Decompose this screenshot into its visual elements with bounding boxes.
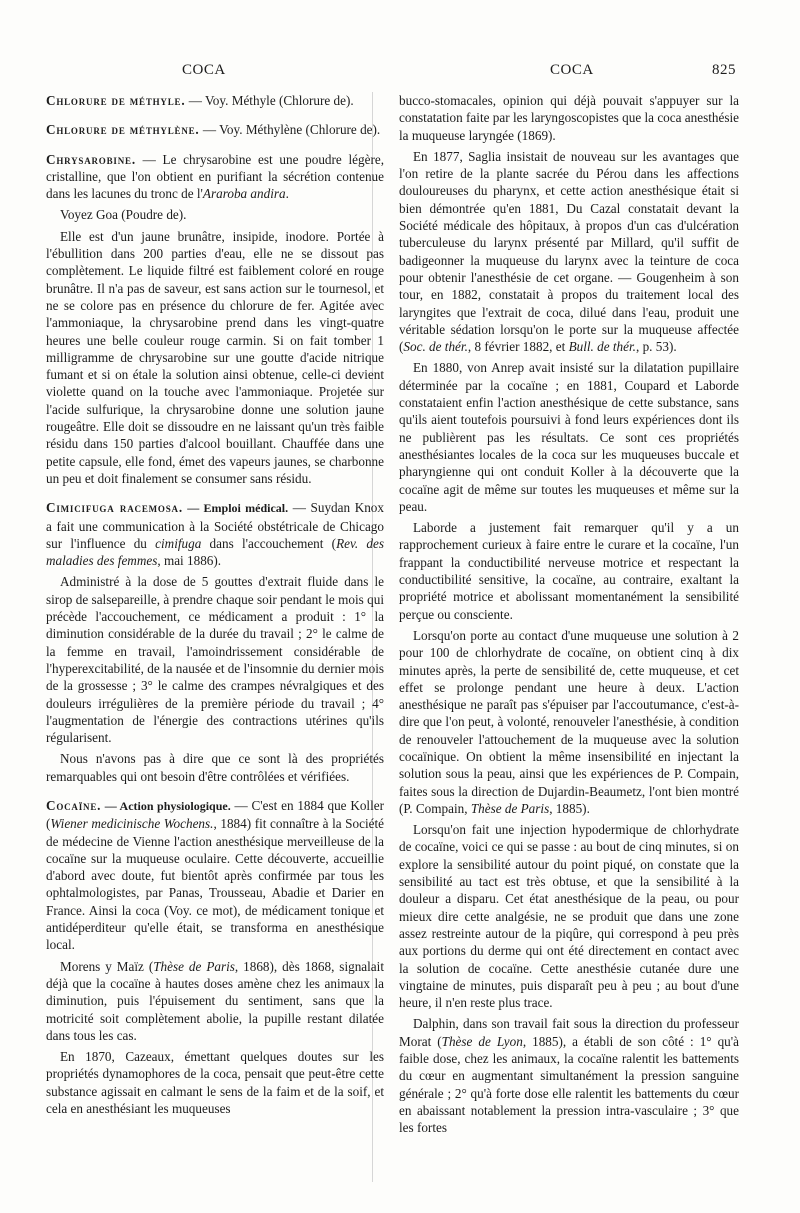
italic-citation: Soc. de thér.: [403, 339, 468, 355]
italic-citation: Thèse de Lyon: [441, 1033, 523, 1049]
headword: Chlorure de méthylène.: [46, 122, 200, 138]
italic-citation: Thèse de Paris: [153, 958, 235, 974]
italic-term: Araroba andira: [202, 186, 286, 202]
entry-text: , mai 1886).: [157, 553, 222, 569]
entry-chrysarobine: [46, 151, 384, 203]
entry-text: — Le chrysarobine est une poudre légère, cristalline, que l'on obtient en purifiant la sécrétion contenue dans les lacunes du tronc de l': [46, 151, 384, 202]
paragraph: [399, 1015, 739, 1136]
left-column: [46, 92, 384, 1121]
paragraph: Administré à la dose de 5 gouttes d'extrait fluide dans le sirop de salsepareille, à prendre chaque soir pendant le mois qui précède l'accouchement, ce médicament a produit : 1° la diminution considérable de la durée du travail ; 2° le calme de la femme en travail, l'amoindrissement considérable de l'hyperexcitabilité, de la nausée et de l'insomnie du dernier mois de la grossesse ; 3° le calme des crampes névralgiques et des douleurs irrégulières de la première période du travail ; 4° l'augmentation de l'énergie des contractions utérines qu'ils régularisent.: [46, 574, 384, 746]
headword: Chlorure de méthyle.: [46, 93, 186, 108]
paragraph: Laborde a justement fait remarquer qu'il y a un rapprochement curieux à faire entre le curare et la cocaïne, l'un frappant la conductibilité nerveuse motrice et respectant la conductibilité sensitive, la cocaïne, au contraire, exaltant la propriété motrice et abolissant momentanément la sensibilité perçue ou consciente.: [399, 520, 739, 622]
italic-citation: Rev. des maladies des femmes: [46, 535, 384, 569]
paragraph: Nous n'avons pas à dire que ce sont là des propriétés remarquables qui ont besoin d'être contrôlées et vérifiées.: [46, 751, 384, 784]
entry-text: — C'est en 1884 que Koller (: [46, 797, 385, 832]
right-column: [399, 92, 739, 1141]
headword: Chrysarobine.: [46, 151, 136, 167]
paragraph-text: , 1868), dès 1868, signalait déjà que la cocaïne à hautes doses amène chez les animaux la diminution, puis l'épuisement du sentiment, sans que la motricité soit complètement abolie, la pupille restant dilatée dans tous les cas.: [46, 958, 384, 1043]
entry-chlorure-methylene: [46, 121, 384, 138]
paragraph-text: Lorsqu'on porte au contact d'une muqueuse une solution à 2 pour 100 de chlorhydrate de cocaïne, on obtient cinq à dix minutes après, la perte de sensibilité de, cette muqueuse, et cet effet se prolonge pendant une heure à deux. L'action anesthésique ne paraît pas s'épuiser par l'accoutumance, c'est-à-dire que l'on peut, à volonté, renouveler l'anesthésie, à condition de renouveler l'attouchement de la muqueuse avec la solution cocaïnique. On obtient la même insensibilité en injectant la solution sous la peau, ainsi que les expériences de P. Compain, faites sous la direction de Dujardin-Beaumetz, l'ont bien montré (P. Compain,: [399, 627, 739, 816]
paragraph: En 1870, Cazeaux, émettant quelques doutes sur les propriétés dynamophores de la coca, pensait que peut-être cette substance agissait en calmant le sens de la faim et de la soif, et cela en anesthésiant les muqueuses: [46, 1049, 384, 1117]
paragraph-text: Morens y Maïz (: [60, 958, 154, 974]
entry-cimicifuga: [46, 499, 384, 569]
paragraph: bucco-stomacales, opinion qui déjà pouvait s'appuyer sur la constatation faite par les laryngoscopistes que la coca anesthésie la muqueuse laryngée (1869).: [399, 93, 739, 143]
entry-text: — Suydan Knox a fait une communication à la Société obstétricale de Chicago sur l'influence du: [46, 500, 384, 551]
italic-term: cimifuga: [155, 535, 202, 551]
paragraph-text: , p. 53).: [635, 339, 677, 355]
entry-chlorure-methyle: [46, 92, 384, 109]
entry-text: — Voy. Méthyle (Chlorure de).: [185, 93, 354, 108]
paragraph: En 1880, von Anrep avait insisté sur la dilatation pupillaire déterminée par la cocaïne ; en 1881, Coupard et Laborde constataient enfin l'action anesthésique de cette substance, sans qu'ils aient toutefois poursuivi à fond leurs expériences dont ils ne publièrent pas les résultats. Ce sont ces propriétés anesthésiantes locales de la coca sur les muqueuses buccale et pharyngienne qui ont conduit Koller à la découverte que la cocaïne agit de même sur toutes les muqueuses et même sur la peau.: [399, 360, 739, 514]
paragraph-text: , 1885), a établi de son côté : 1° qu'à faible dose, chez les animaux, la cocaïne ralentit les battements du cœur en augmentant simultanément la pression sanguine générale ; 2° qu'à forte dose elle ralentit les battements du cœur en abaissant notablement la pression intra-vasculaire ; 3° que les fortes: [399, 1033, 740, 1136]
running-head-right: COCA: [550, 62, 594, 78]
running-head-left: COCA: [182, 62, 226, 78]
paragraph-text: , 1885).: [549, 800, 590, 816]
entry-text: — Voy. Méthylène (Chlorure de).: [199, 122, 381, 138]
entry-text: , 1884) fit connaître à la Société de médecine de Vienne l'action anesthésique merveilleuse de la cocaïne sur la muqueuse oculaire. Cette découverte, accueillie d'abord avec doute, fut bientôt après confirmée par tous les ophtalmologistes, par Panas, Trousseau, Abadie et Darier en France. Ainsi la coca (Voy. ce mot), de médicament tonique et antidéperditeur qu'elle était, se transforma en anesthésique local.: [46, 816, 385, 953]
italic-citation: Bull. de thér.: [568, 339, 636, 355]
headword: Cimicifuga racemosa.: [46, 500, 183, 516]
paragraph: [46, 958, 384, 1044]
paragraph-text: Dalphin, dans son travail fait sous la direction du professeur Morat (: [399, 1016, 739, 1049]
subheading: — Emploi médical.: [182, 501, 289, 516]
paragraph: Voyez Goa (Poudre de).: [60, 207, 187, 223]
paragraph: [399, 627, 739, 817]
paragraph: [399, 148, 739, 356]
page-number: 825: [712, 62, 736, 78]
paragraph-text: En 1877, Saglia insistait de nouveau sur les avantages que l'on retire de la plante sacrée du Pérou dans les affections douloureuses du pharynx, et cette action anesthésique était si bien démontrée qu'en 1881, Du Cazal constatait devant la Société médicale des hôpitaux, à propos d'un cas d'ulcération tuberculeuse du larynx présenté par Millard, qu'il suffit de badigeonner la muqueuse du larynx avec la teinture de coca pour obtenir l'anesthésie de cet organe. — Gougenheim à son tour, en 1882, constatait à propos du traitement local des laryngites que l'extrait de coca, dilué dans l'eau, produit une véritable sédation lorsqu'on le porte sur la muqueuse affectée (: [399, 148, 739, 355]
paragraph-text: , 8 février 1882, et: [467, 339, 569, 355]
headword: Cocaïne.: [46, 797, 102, 813]
entry-cocaine: [46, 797, 384, 954]
paragraph: Lorsqu'on fait une injection hypodermique de chlorhydrate de cocaïne, voici ce qui se passe : au bout de cinq minutes, si on explore la sensibilité autour du point piqué, on constate que la sensibilité au tact est très obtuse, et que la sensibilité à la douleur a disparu. Cet état anesthésique de la peau, ou pour mieux dire cette analgésie, ne se produit que dans une zone assez restreinte autour de la piqûre, qui correspond à peu près aux portions du derme qui ont été directement en contact avec la solution de cocaïne. Cette anesthésie cutanée dure une vingtaine de minutes, puis disparaît peu à peu ; au bout d'une heure, il n'en reste plus trace.: [399, 822, 739, 1011]
subheading: — Action physiologique.: [101, 798, 231, 813]
italic-citation: Thèse de Paris: [470, 800, 550, 816]
entry-text: dans l'accouchement (: [201, 535, 337, 551]
entry-text: .: [285, 186, 289, 202]
paragraph: Elle est d'un jaune brunâtre, insipide, inodore. Portée à l'ébullition dans 200 parties d'eau, elle ne se dissout pas complètement. Le liquide filtré est faiblement coloré en rouge brunâtre. Il n'a pas de saveur, est sans action sur le tournesol, et ne se colore pas en présence du chlorure de fer. Agitée avec l'ammoniaque, la chrysarobine prend dans les vingt-quatre heures une belle couleur rouge carmin. Si on fait tomber 1 milligramme de chrysarobine sur une goutte d'acide nitrique fumant et si on étale la solution ainsi obtenue, celle-ci devient violette quand on la touche avec l'ammoniaque. Projetée sur l'acide sulfurique, la chrysarobine donne une solution jaune rougeâtre. Elle doit se dissoudre en ne laissant qu'un très faible résidu dans 150 parties d'alcool bouillant. Chauffée dans une petite capsule, elle fond, émet des vapeurs jaunes, se charbonne un peu et doit finalement se consumer sans résidu.: [46, 228, 384, 486]
italic-citation: Wiener medicinische Wochens.: [50, 816, 214, 832]
